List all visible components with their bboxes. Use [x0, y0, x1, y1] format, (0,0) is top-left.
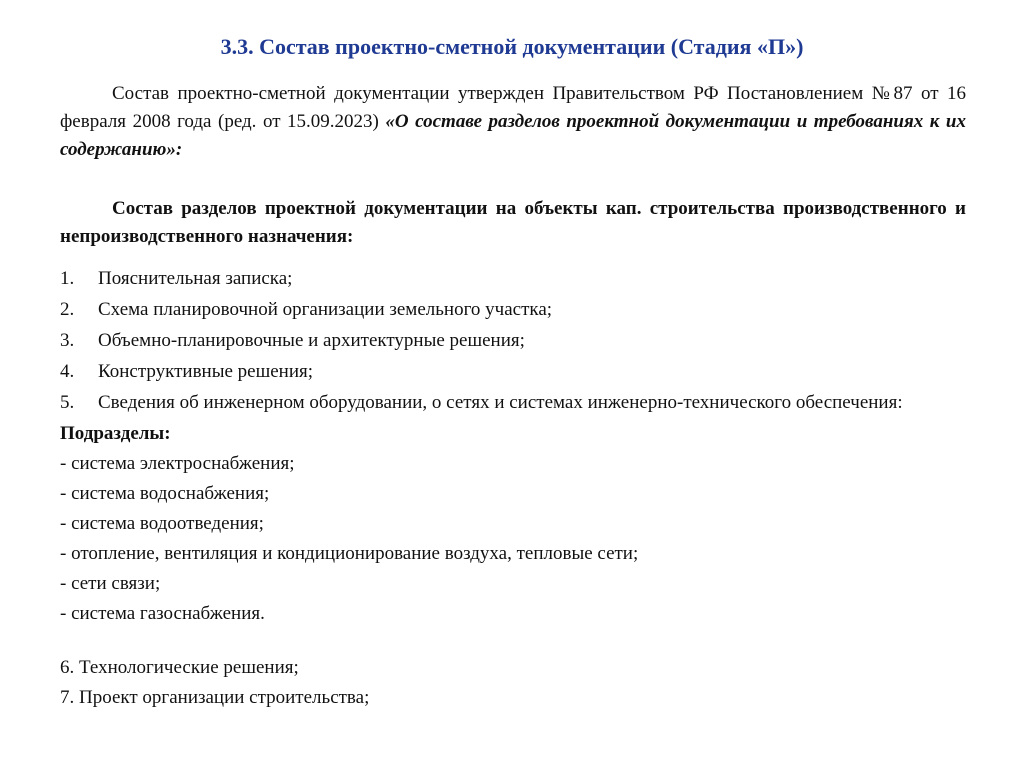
item-number: 2.: [60, 299, 75, 320]
item-text: Сведения об инженерном оборудовании, о сетях и системах инженерно-технического обеспечения:: [98, 392, 903, 413]
subsections-label: Подразделы:: [60, 423, 171, 444]
item-text: Схема планировочной организации земельного участка;: [98, 299, 553, 320]
item-text: Объемно-планировочные и архитектурные решения;: [98, 330, 525, 351]
subsection-item: - система электроснабжения;: [60, 453, 295, 474]
intro-paragraph: [60, 80, 966, 164]
additional-items-list: [60, 653, 966, 713]
list-item: [60, 325, 966, 356]
item-number: 1.: [60, 268, 75, 289]
item-number: 5.: [60, 392, 75, 413]
list-item: [60, 294, 966, 325]
list-item: [60, 263, 966, 294]
subsection-item: - система водоснабжения;: [60, 483, 270, 504]
item-text: Пояснительная записка;: [98, 268, 293, 289]
list-item: [60, 356, 966, 387]
intro-italic-text: «О составе разделов проектной документации и требованиях к их содержанию»:: [60, 111, 967, 160]
subsections-list: [60, 449, 966, 629]
item-text: Конструктивные решения;: [98, 361, 314, 382]
list-item: 6. Технологические решения;: [60, 657, 299, 678]
list-item: 7. Проект организации строительства;: [60, 687, 370, 708]
item-number: 3.: [60, 330, 75, 351]
list-item: [60, 387, 966, 418]
numbered-list: [60, 263, 966, 418]
subsection-item: - система газоснабжения.: [60, 603, 265, 624]
slide-content: [60, 80, 966, 713]
subsection-item: - сети связи;: [60, 573, 161, 594]
subsection-item: - система водоотведения;: [60, 513, 264, 534]
intro-regular-text: Состав проектно-сметной документации утвержден Правительством РФ Постановлением №87 от 16 февраля 2008 года (ред. от 15.09.2023): [60, 83, 966, 132]
section-heading: Состав разделов проектной документации на объекты кап. строительства производственного и непроизводственного назначения:: [60, 198, 966, 247]
page-title: 3.3. Состав проектно-сметной документации (Стадия «П»): [220, 34, 804, 59]
subsection-item: - отопление, вентиляция и кондиционирование воздуха, тепловые сети;: [60, 543, 639, 564]
item-number: 4.: [60, 361, 75, 382]
